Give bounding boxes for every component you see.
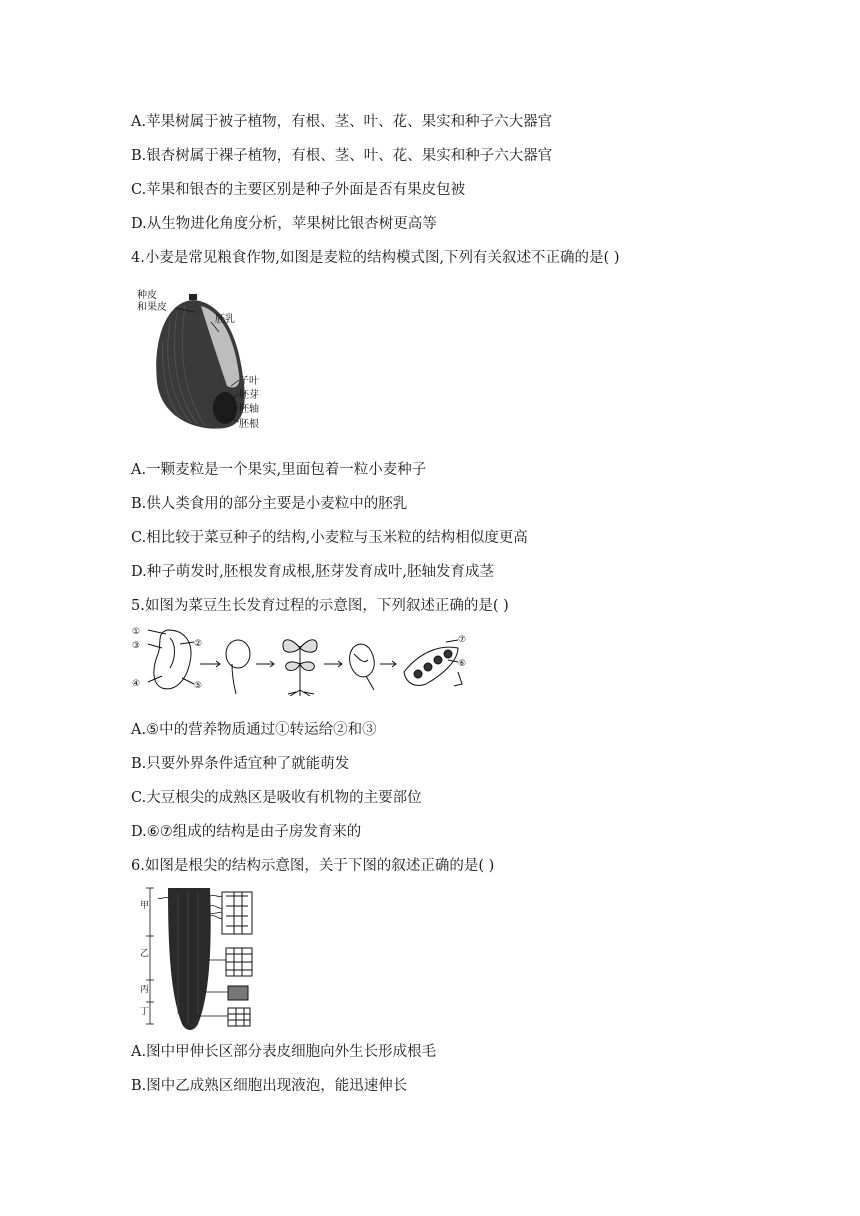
cell-inset-cap — [228, 1008, 250, 1026]
bean-label-7: ⑦ — [458, 635, 467, 645]
label-seed-coat-1: 种皮 — [137, 290, 157, 301]
bean-label-6: ⑥ — [458, 659, 467, 669]
q4-stem: 4.小麦是常见粮食作物,如图是麦粒的结构模式图,下列有关叙述不正确的是( ) — [131, 250, 620, 266]
q5-option-d: D.⑥⑦组成的结构是由子房发育来的 — [131, 824, 362, 840]
q3-option-b: B.银杏树属于裸子植物，有根、茎、叶、花、果实和种子六大器官 — [131, 148, 553, 164]
bean-label-2: ② — [194, 639, 203, 649]
cell-inset-mature — [222, 892, 252, 934]
label-radicle: 胚根 — [239, 419, 259, 430]
cell-inset-meristem — [228, 986, 248, 1000]
label-seed-coat-2: 和果皮 — [137, 302, 167, 313]
zone-label-bing: 丙 — [140, 985, 150, 995]
embryo-curve — [170, 638, 175, 668]
q6-stem: 6.如图是根尖的结构示意图，关于下图的叙述正确的是( ) — [131, 858, 495, 874]
q3-option-a: A.苹果树属于被子植物，有根、茎、叶、花、果实和种子六大器官 — [131, 114, 553, 130]
q6-option-a: A.图中甲伸长区部分表皮细胞向外生长形成根毛 — [131, 1044, 437, 1060]
bean-label-4: ④ — [132, 679, 141, 689]
zone-label-yi: 乙 — [140, 949, 150, 959]
bean-label-3: ③ — [132, 641, 141, 651]
root-tip-body — [168, 888, 211, 1030]
q5-option-c: C.大豆根尖的成熟区是吸收有机物的主要部位 — [131, 790, 422, 806]
q4-option-b: B.供人类食用的部分主要是小麦粒中的胚乳 — [131, 496, 408, 512]
bean-label-5: ⑤ — [194, 681, 203, 691]
q6-option-b: B.图中乙成熟区细胞出现液泡，能迅速伸长 — [131, 1078, 408, 1094]
bean-growth-figure — [128, 624, 473, 696]
q3-option-c: C.苹果和银杏的主要区别是种子外面是否有果皮包被 — [131, 182, 466, 198]
q5-option-b: B.只要外界条件适宜种了就能萌发 — [131, 756, 350, 772]
q4-option-d: D.种子萌发时,胚根发育成根,胚芽发育成叶,胚轴发育成茎 — [131, 564, 495, 580]
q4-option-a: A.一颗麦粒是一个果实,里面包着一粒小麦种子 — [131, 462, 427, 478]
label-hypocotyl: 胚轴 — [239, 404, 259, 415]
wheat-grain-figure — [135, 282, 275, 442]
q5-option-a: A.⑤中的营养物质通过①转运给②和③ — [131, 722, 377, 738]
label-cotyledon: 子叶 — [239, 376, 259, 387]
germinating-seed — [226, 640, 250, 668]
label-plumule: 胚芽 — [239, 390, 259, 401]
q4-option-c: C.相比较于菜豆种子的结构,小麦粒与玉米粒的结构相似度更高 — [131, 530, 528, 546]
label-endosperm: 胚乳 — [215, 314, 235, 325]
q3-option-d: D.从生物进化角度分析，苹果树比银杏树更高等 — [131, 216, 437, 232]
root-tip-figure — [138, 884, 263, 1034]
zone-label-ding: 丁 — [140, 1007, 150, 1017]
q5-stem: 5.如图为菜豆生长发育过程的示意图，下列叙述正确的是( ) — [131, 598, 509, 614]
zone-label-jia: 甲 — [140, 901, 150, 911]
bean-label-1: ① — [132, 627, 141, 637]
